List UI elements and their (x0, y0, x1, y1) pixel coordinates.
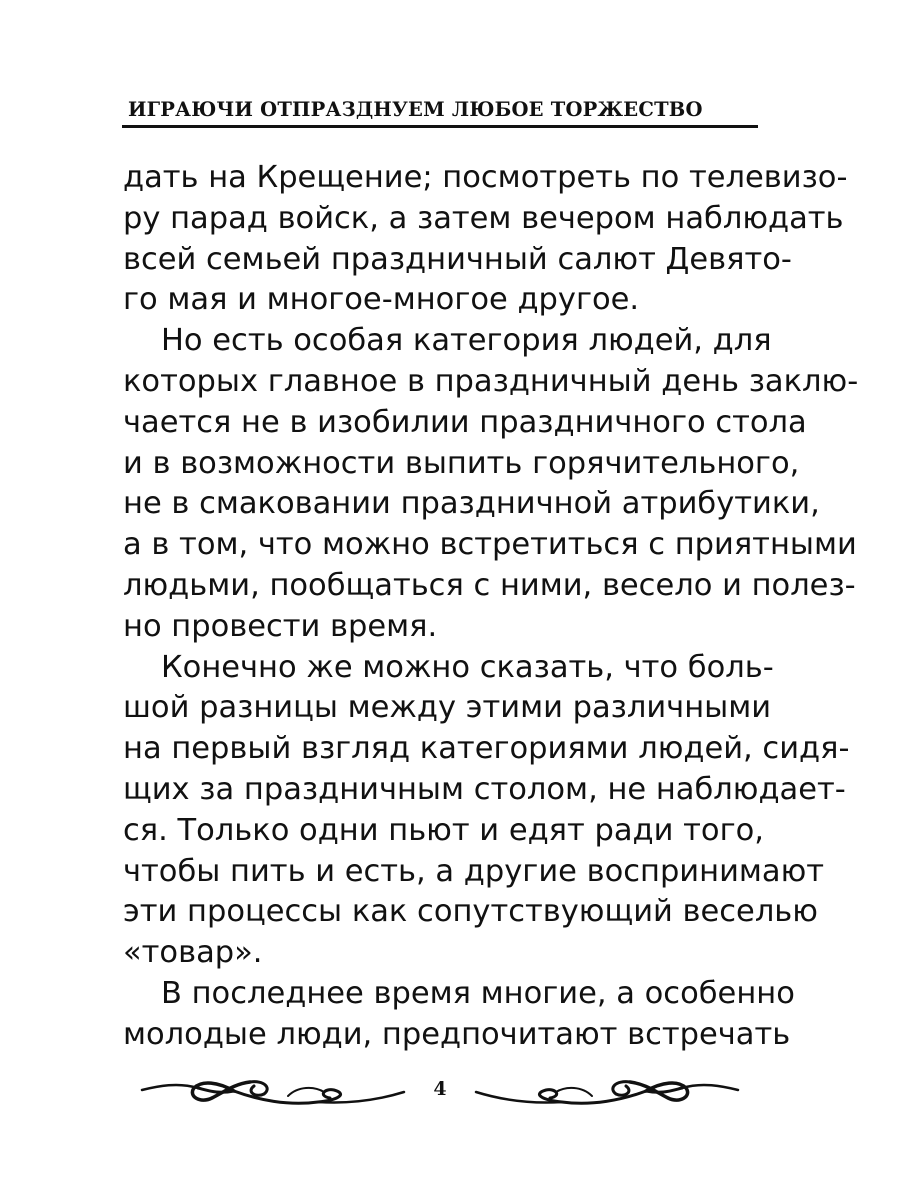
text-line: дать на Крещение; посмотреть по телевизо- (123, 160, 848, 195)
text-line: людьми, пообщаться с ними, весело и полез- (123, 567, 856, 603)
text-line: эти процессы как сопутствующий веселью (123, 894, 818, 930)
flourish-right-icon (462, 1060, 742, 1120)
text-line: которых главное в праздничный день заклю- (123, 363, 859, 399)
text-line: шой разницы между этими различными (123, 690, 772, 726)
text-line: а в том, что можно встретиться с приятными (123, 527, 857, 563)
text-line: но провести время. (123, 608, 438, 644)
text-line: го мая и многое-многое другое. (123, 282, 640, 318)
text-line: всей семьей праздничный салют Девято- (123, 241, 792, 277)
flourish-left-icon (138, 1060, 418, 1120)
page-footer (0, 1040, 900, 1140)
text-line: и в возможности выпить горячительного, (123, 445, 800, 481)
text-line: щих за праздничным столом, не наблюдает- (123, 771, 846, 807)
running-header: ИГРАЮЧИ ОТПРАЗДНУЕМ ЛЮБОЕ ТОРЖЕСТВО (128, 98, 703, 121)
paragraph-first-line: В последнее время многие, а особенно (161, 975, 795, 1011)
text-line: не в смаковании праздничной атрибутики, (123, 486, 820, 522)
text-line: чтобы пить и есть, а другие воспринимают (123, 853, 825, 889)
header-rule (122, 125, 758, 128)
text-line: на первый взгляд категориями людей, сидя- (123, 731, 850, 767)
body-text (123, 158, 859, 1056)
text-line: ся. Только одни пьют и едят ради того, (123, 812, 764, 848)
text-line: ру парад войск, а затем вечером наблюдать (123, 200, 844, 236)
text-line: «товар». (123, 935, 263, 971)
paragraph-first-line: Конечно же можно сказать, что боль- (161, 649, 774, 685)
paragraph-first-line: Но есть особая категория людей, для (161, 323, 772, 359)
page-number: 4 (433, 1078, 447, 1100)
text-line: молодые люди, предпочитают встречать (123, 1016, 791, 1052)
text-line: чается не в изобилии праздничного стола (123, 404, 807, 440)
